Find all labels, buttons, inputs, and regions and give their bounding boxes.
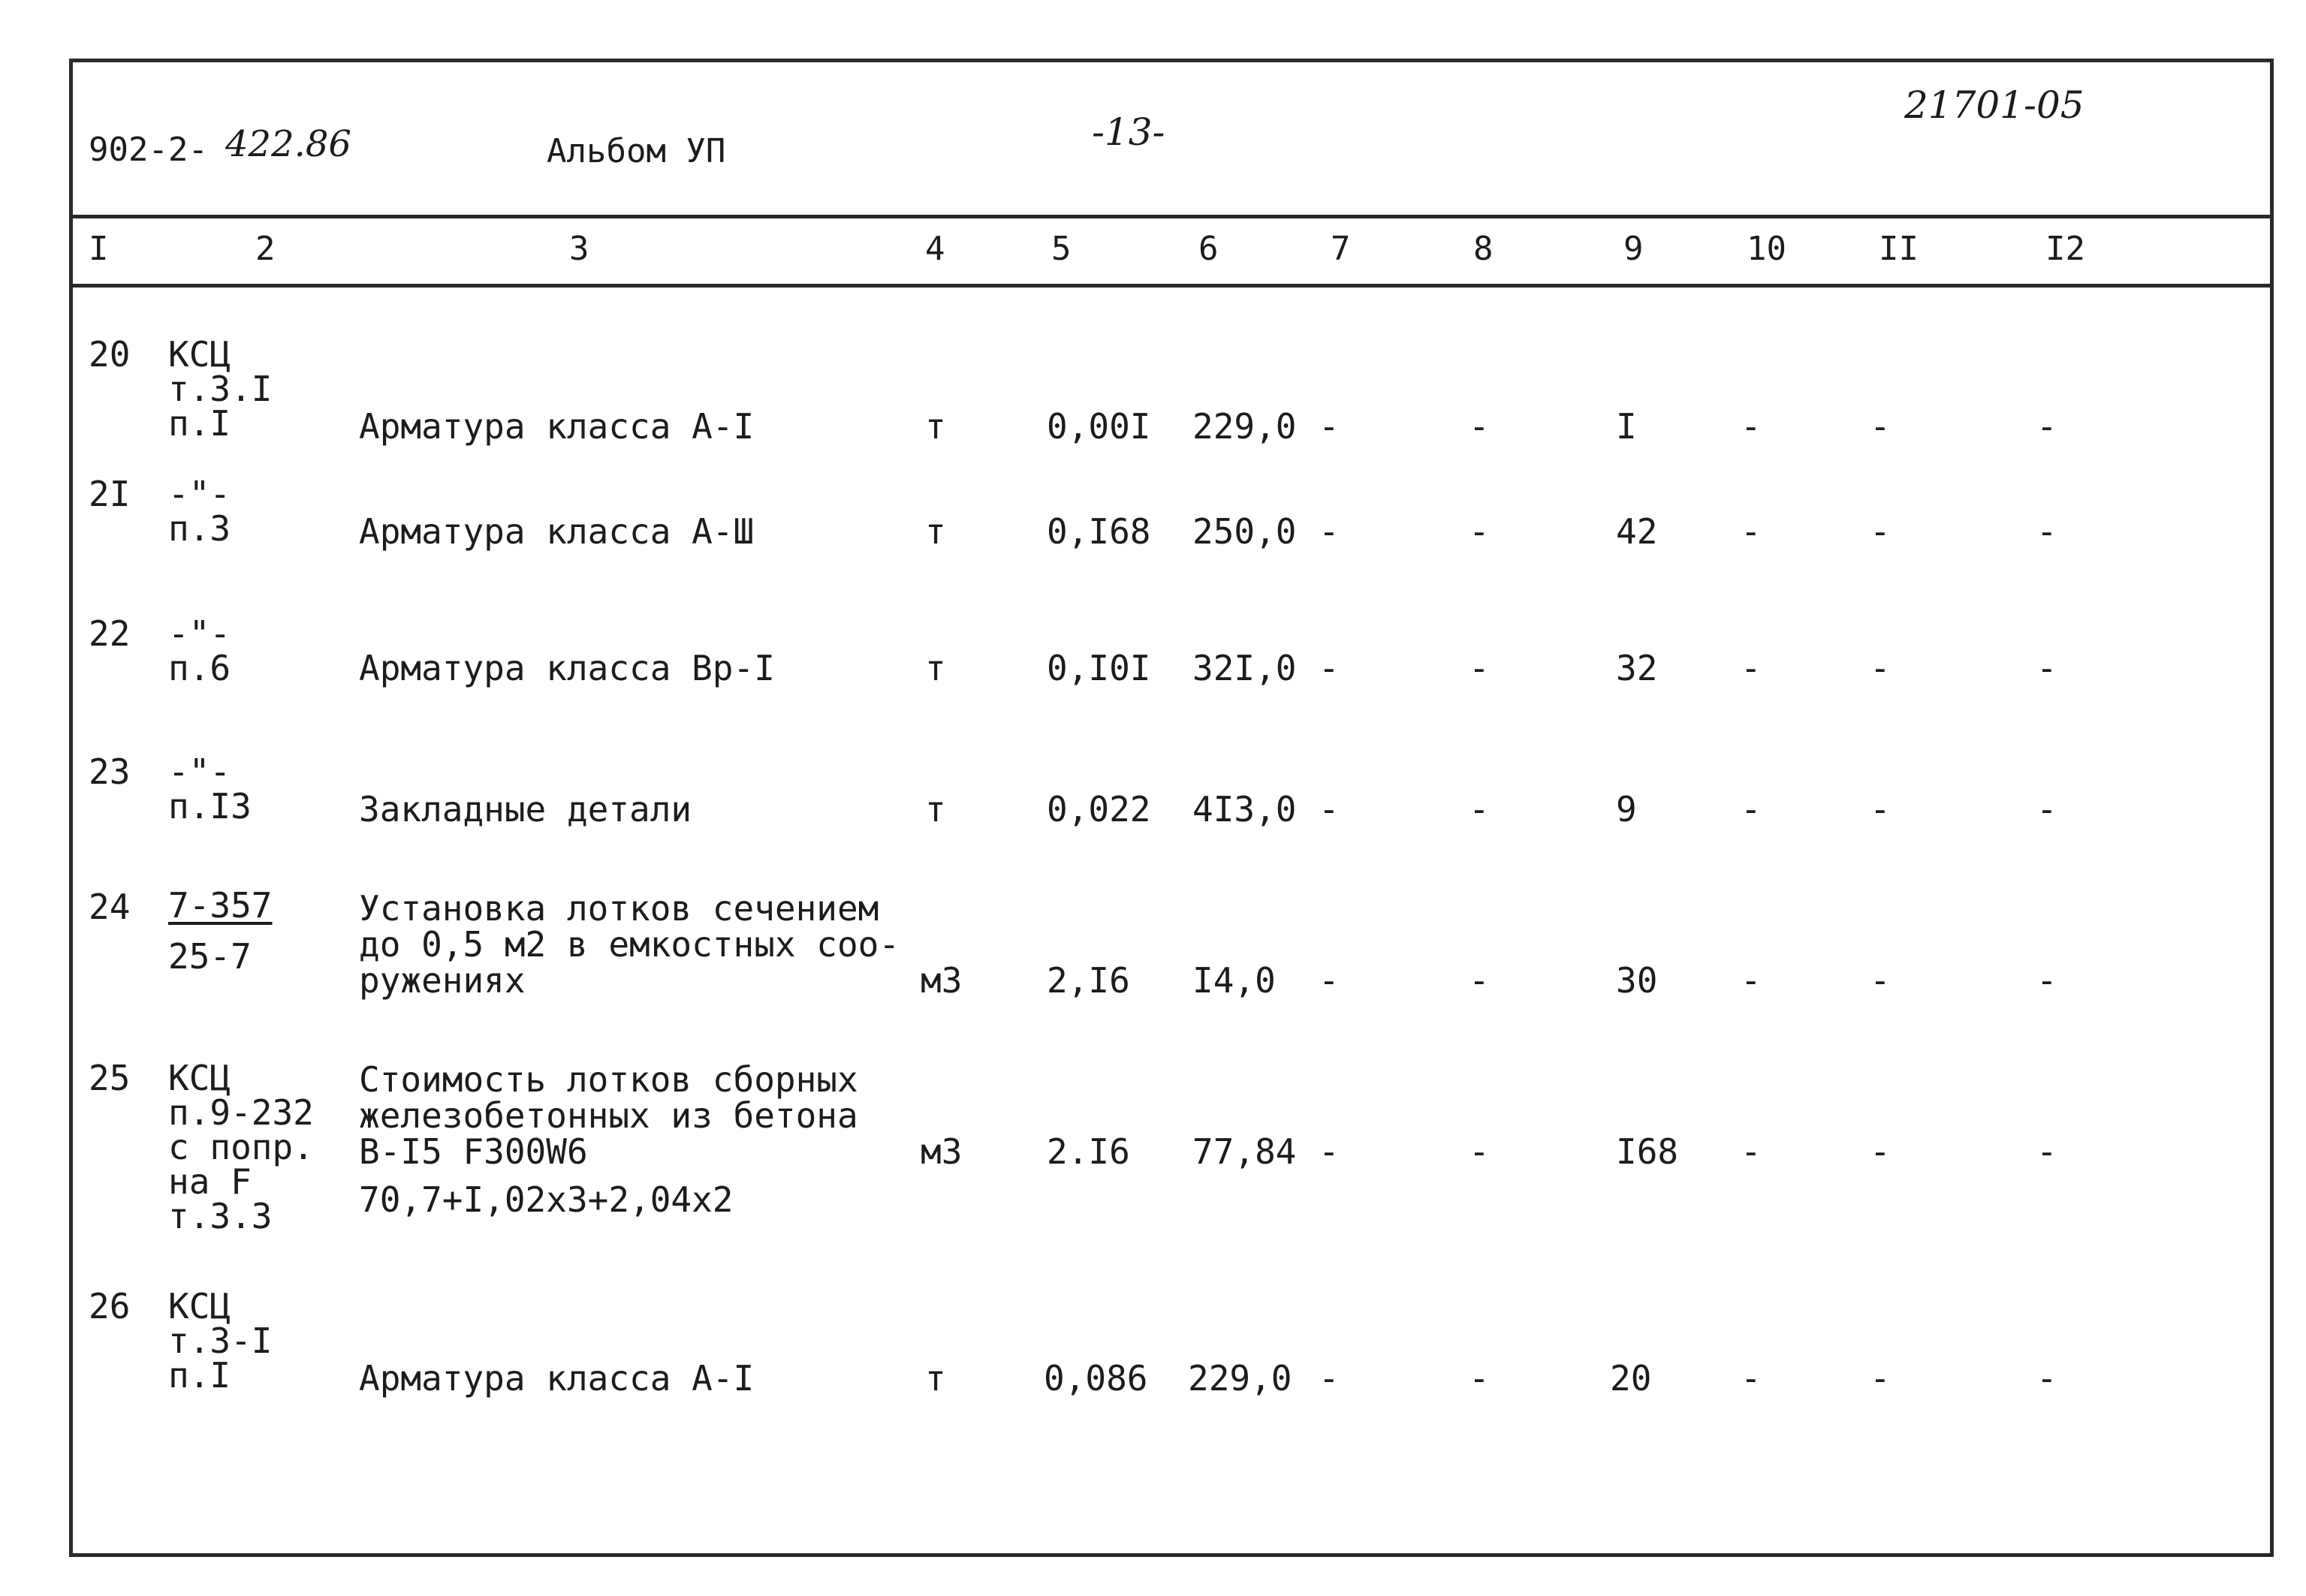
row-col11: - <box>1870 1358 1891 1399</box>
row-quantity: 0,022 <box>1047 789 1151 830</box>
row-col7: - <box>1319 789 1340 830</box>
row-reference-line: с попр. <box>168 1127 314 1167</box>
row-total: I <box>1616 406 1637 447</box>
row-description-line: 70,7+I,02х3+2,04х2 <box>359 1179 734 1220</box>
row-unit: м3 <box>921 1131 963 1172</box>
row-quantity: 2,I6 <box>1047 960 1130 1001</box>
row-number: 23 <box>89 751 131 792</box>
row-col8: - <box>1469 511 1490 552</box>
row-col8: - <box>1469 406 1490 447</box>
row-reference-line: -"- <box>168 751 231 792</box>
row-quantity: 0,086 <box>1044 1358 1148 1399</box>
row-col12: - <box>2036 648 2057 688</box>
column-header: 10 <box>1747 230 1786 268</box>
row-description-line: железобетонных из бетона <box>359 1095 858 1136</box>
row-col12: - <box>2036 1358 2057 1399</box>
row-total: I68 <box>1616 1131 1679 1172</box>
row-quantity: 2.I6 <box>1047 1131 1130 1172</box>
row-description-line: Арматура класса А-Ш <box>359 511 755 552</box>
column-header: I2 <box>2045 230 2085 268</box>
column-header: 7 <box>1331 230 1351 268</box>
row-col10: - <box>1741 1358 1762 1399</box>
row-description-line: Закладные детали <box>359 789 692 830</box>
album-label: Альбом УП <box>547 132 726 170</box>
row-unit: т <box>925 406 946 447</box>
archive-stamp-number: 21701-05 <box>1904 83 2084 127</box>
row-col8: - <box>1469 1131 1490 1172</box>
row-col7: - <box>1319 1131 1340 1172</box>
row-col11: - <box>1870 789 1891 830</box>
row-description-line: Арматура класса Вр-I <box>359 648 775 688</box>
row-reference-line: п.3 <box>168 508 231 549</box>
row-number: 22 <box>89 613 131 654</box>
row-unit-price: 250,0 <box>1192 511 1297 552</box>
row-col11: - <box>1870 406 1891 447</box>
row-unit: т <box>925 511 946 552</box>
row-col11: - <box>1870 960 1891 1001</box>
row-unit: м3 <box>921 960 963 1001</box>
header-rule-bottom <box>69 284 2274 288</box>
row-col7: - <box>1319 648 1340 688</box>
header-rule-top <box>69 215 2274 218</box>
row-description-line: Установка лотков сечением <box>359 888 879 929</box>
row-col12: - <box>2036 1131 2057 1172</box>
row-col10: - <box>1741 406 1762 447</box>
row-description-line: до 0,5 м2 в емкостных соо- <box>359 924 900 965</box>
row-quantity: 0,I0I <box>1047 648 1151 688</box>
row-col11: - <box>1870 511 1891 552</box>
row-unit: т <box>925 1358 946 1399</box>
column-header: I <box>89 230 109 268</box>
column-header: 3 <box>569 230 589 268</box>
row-col12: - <box>2036 789 2057 830</box>
row-number: 26 <box>89 1286 131 1326</box>
row-reference-line: -"- <box>168 474 231 514</box>
row-description-line: Стоимость лотков сборных <box>359 1059 858 1100</box>
row-reference-line: п.I3 <box>168 786 252 827</box>
row-col7: - <box>1319 406 1340 447</box>
row-reference-line: 7-357 <box>168 885 273 926</box>
row-unit: т <box>925 789 946 830</box>
row-total: 42 <box>1616 511 1658 552</box>
row-number: 25 <box>89 1058 131 1098</box>
row-total: 30 <box>1616 960 1658 1001</box>
row-col10: - <box>1741 511 1762 552</box>
row-total: 32 <box>1616 648 1658 688</box>
row-reference-line: КСЦ <box>168 334 231 375</box>
row-description-line: ружениях <box>359 960 526 1001</box>
row-col8: - <box>1469 960 1490 1001</box>
row-unit-price: 4I3,0 <box>1192 789 1297 830</box>
row-unit-price: 229,0 <box>1188 1358 1292 1399</box>
row-col8: - <box>1469 648 1490 688</box>
page-number: -13- <box>1092 110 1165 154</box>
row-col12: - <box>2036 511 2057 552</box>
column-header: II <box>1879 230 1919 268</box>
row-reference-line: -"- <box>168 613 231 654</box>
row-reference-line: п.9-232 <box>168 1092 314 1133</box>
row-reference-line: 25-7 <box>168 936 252 977</box>
row-total: 20 <box>1610 1358 1652 1399</box>
row-unit: т <box>925 648 946 688</box>
row-description-line: Арматура класса А-I <box>359 406 755 447</box>
doc-prefix: 902-2- <box>89 131 208 169</box>
column-header: 8 <box>1473 230 1494 268</box>
row-col12: - <box>2036 406 2057 447</box>
column-header: 9 <box>1623 230 1644 268</box>
column-header: 5 <box>1051 230 1072 268</box>
row-total: 9 <box>1616 789 1637 830</box>
row-col7: - <box>1319 960 1340 1001</box>
row-unit-price: 229,0 <box>1192 406 1297 447</box>
row-number: 2I <box>89 474 131 514</box>
column-header: 6 <box>1198 230 1219 268</box>
row-reference-line: п.6 <box>168 648 231 688</box>
row-reference-line: на F <box>168 1161 252 1202</box>
row-reference-line: КСЦ <box>168 1058 231 1098</box>
row-unit-price: 32I,0 <box>1192 648 1297 688</box>
row-col10: - <box>1741 789 1762 830</box>
row-number: 20 <box>89 334 131 375</box>
row-col11: - <box>1870 648 1891 688</box>
row-col8: - <box>1469 1358 1490 1399</box>
column-header: 2 <box>255 230 276 268</box>
row-reference-line: т.3.I <box>168 369 273 409</box>
doc-number-handwritten: 422.86 <box>225 123 351 165</box>
row-col10: - <box>1741 648 1762 688</box>
row-col7: - <box>1319 1358 1340 1399</box>
row-col10: - <box>1741 960 1762 1001</box>
row-unit-price: 77,84 <box>1192 1131 1297 1172</box>
row-col10: - <box>1741 1131 1762 1172</box>
row-quantity: 0,I68 <box>1047 511 1151 552</box>
row-reference-line: п.I <box>168 403 231 444</box>
column-header: 4 <box>925 230 945 268</box>
row-quantity: 0,00I <box>1047 406 1151 447</box>
row-description-line: Арматура класса А-I <box>359 1358 755 1399</box>
row-col12: - <box>2036 960 2057 1001</box>
row-number: 24 <box>89 887 131 927</box>
row-unit-price: I4,0 <box>1192 960 1276 1001</box>
row-reference-line: КСЦ <box>168 1286 231 1326</box>
row-description-line: В-I5 F300W6 <box>359 1131 588 1172</box>
row-reference-line: т.3.3 <box>168 1196 273 1236</box>
row-col8: - <box>1469 789 1490 830</box>
row-reference-line: п.I <box>168 1355 231 1396</box>
row-reference-line: т.3-I <box>168 1320 273 1361</box>
row-col11: - <box>1870 1131 1891 1172</box>
row-col7: - <box>1319 511 1340 552</box>
